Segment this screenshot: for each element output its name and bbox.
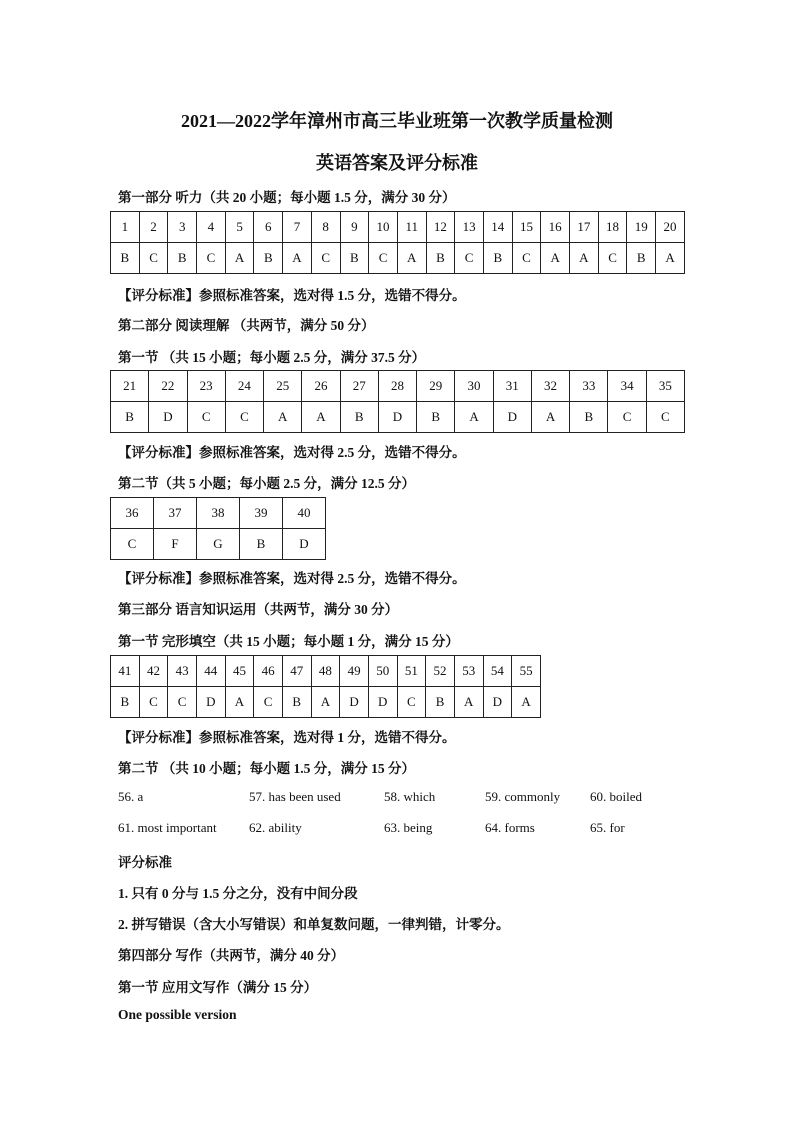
answer-cell: B — [426, 687, 455, 718]
answer-cell: D — [340, 687, 369, 718]
answer-cell: D — [378, 402, 416, 433]
question-number-cell: 54 — [483, 656, 512, 687]
answer-cell: A — [512, 687, 541, 718]
table-row-answers — [111, 687, 541, 718]
question-number-cell: 1 — [111, 212, 140, 243]
question-number-cell: 12 — [426, 212, 455, 243]
question-number-cell: 15 — [512, 212, 541, 243]
part2-sec2-heading: 第二节（共 5 小题；每小题 2.5 分，满分 12.5 分） — [118, 476, 415, 491]
scoring-standard-heading: 评分标准 — [118, 855, 172, 870]
answer-cell: C — [598, 243, 627, 274]
question-number-cell: 41 — [111, 656, 140, 687]
answer-cell: C — [139, 687, 168, 718]
question-number-cell: 8 — [311, 212, 340, 243]
answer-cell: B — [254, 243, 283, 274]
question-number-cell: 40 — [283, 498, 326, 529]
answer-table-41-55 — [110, 655, 541, 718]
question-number-cell: 28 — [378, 371, 416, 402]
question-number-cell: 29 — [417, 371, 455, 402]
question-number-cell: 55 — [512, 656, 541, 687]
part2-sec1-heading: 第一节 （共 15 小题；每小题 2.5 分，满分 37.5 分） — [118, 350, 426, 365]
answer-cell: C — [225, 402, 263, 433]
question-number-cell: 51 — [397, 656, 426, 687]
fill-answer-65: 65. for — [590, 820, 625, 835]
question-number-cell: 25 — [264, 371, 302, 402]
answer-cell: B — [417, 402, 455, 433]
question-number-cell: 22 — [149, 371, 187, 402]
part4-sec1-heading: 第一节 应用文写作（满分 15 分） — [118, 980, 318, 995]
question-number-cell: 27 — [340, 371, 378, 402]
answer-cell: B — [168, 243, 197, 274]
question-number-cell: 4 — [197, 212, 226, 243]
part3-sec1-standard: 【评分标准】参照标准答案，选对得 1 分，选错不得分。 — [118, 730, 456, 745]
question-number-cell: 10 — [369, 212, 398, 243]
answer-cell: C — [187, 402, 225, 433]
question-number-cell: 35 — [646, 371, 684, 402]
answer-cell: B — [111, 402, 149, 433]
fill-answer-62: 62. ability — [249, 820, 302, 835]
part4-heading: 第四部分 写作（共两节，满分 40 分） — [118, 948, 345, 963]
question-number-cell: 46 — [254, 656, 283, 687]
fill-answer-57: 57. has been used — [249, 789, 341, 804]
document-subtitle: 英语答案及评分标准 — [316, 153, 478, 173]
question-number-cell: 16 — [541, 212, 570, 243]
question-number-cell: 36 — [111, 498, 154, 529]
answer-cell: C — [168, 687, 197, 718]
question-number-cell: 34 — [608, 371, 646, 402]
part1-heading: 第一部分 听力（共 20 小题；每小题 1.5 分，满分 30 分） — [118, 190, 456, 205]
part3-sec2-heading: 第二节 （共 10 小题；每小题 1.5 分，满分 15 分） — [118, 761, 415, 776]
answer-cell: B — [111, 687, 140, 718]
question-number-cell: 38 — [197, 498, 240, 529]
question-number-cell: 37 — [154, 498, 197, 529]
answer-cell: A — [454, 687, 483, 718]
question-number-cell: 26 — [302, 371, 340, 402]
answer-cell: A — [656, 243, 685, 274]
answer-cell: B — [483, 243, 512, 274]
answer-cell: C — [455, 243, 484, 274]
part2-sec1-standard: 【评分标准】参照标准答案，选对得 2.5 分，选错不得分。 — [118, 445, 466, 460]
answer-cell: D — [196, 687, 225, 718]
question-number-cell: 3 — [168, 212, 197, 243]
question-number-cell: 32 — [531, 371, 569, 402]
answer-cell: B — [240, 529, 283, 560]
answer-cell: D — [368, 687, 397, 718]
question-number-cell: 52 — [426, 656, 455, 687]
table-row-answers — [111, 402, 685, 433]
question-number-cell: 18 — [598, 212, 627, 243]
question-number-cell: 6 — [254, 212, 283, 243]
table-row-numbers — [111, 498, 326, 529]
answer-cell: G — [197, 529, 240, 560]
fill-answer-60: 60. boiled — [590, 789, 642, 804]
question-number-cell: 19 — [627, 212, 656, 243]
answer-cell: C — [311, 243, 340, 274]
table-row-numbers — [111, 212, 685, 243]
answer-cell: C — [608, 402, 646, 433]
question-number-cell: 5 — [225, 212, 254, 243]
answer-cell: A — [531, 402, 569, 433]
question-number-cell: 23 — [187, 371, 225, 402]
table-row-numbers — [111, 371, 685, 402]
fill-answer-64: 64. forms — [485, 820, 535, 835]
question-number-cell: 20 — [656, 212, 685, 243]
answer-cell: C — [369, 243, 398, 274]
answer-cell: D — [149, 402, 187, 433]
part3-heading: 第三部分 语言知识运用（共两节，满分 30 分） — [118, 602, 399, 617]
table-row-answers — [111, 529, 326, 560]
question-number-cell: 44 — [196, 656, 225, 687]
question-number-cell: 48 — [311, 656, 340, 687]
question-number-cell: 17 — [570, 212, 599, 243]
fill-answer-56: 56. a — [118, 789, 144, 804]
answer-cell: F — [154, 529, 197, 560]
question-number-cell: 45 — [225, 656, 254, 687]
question-number-cell: 43 — [168, 656, 197, 687]
answer-cell: D — [283, 529, 326, 560]
table-row-answers — [111, 243, 685, 274]
answer-cell: C — [139, 243, 168, 274]
question-number-cell: 50 — [368, 656, 397, 687]
part2-sec2-standard: 【评分标准】参照标准答案，选对得 2.5 分，选错不得分。 — [118, 571, 466, 586]
part1-standard: 【评分标准】参照标准答案，选对得 1.5 分，选错不得分。 — [118, 288, 466, 303]
part3-sec1-heading: 第一节 完形填空（共 15 小题；每小题 1 分，满分 15 分） — [118, 634, 459, 649]
answer-table-21-35 — [110, 370, 685, 433]
answer-cell: C — [646, 402, 684, 433]
answer-cell: A — [225, 243, 254, 274]
answer-cell: A — [541, 243, 570, 274]
fill-answer-59: 59. commonly — [485, 789, 561, 804]
table-row-numbers — [111, 656, 541, 687]
question-number-cell: 2 — [139, 212, 168, 243]
scoring-rule-1: 1. 只有 0 分与 1.5 分之分，没有中间分段 — [118, 886, 358, 901]
fill-answer-58: 58. which — [384, 789, 436, 804]
question-number-cell: 53 — [454, 656, 483, 687]
fill-answer-61: 61. most important — [118, 820, 217, 835]
answer-cell: B — [111, 243, 140, 274]
answer-cell: A — [397, 243, 426, 274]
question-number-cell: 42 — [139, 656, 168, 687]
answer-table-36-40 — [110, 497, 326, 560]
answer-cell: B — [282, 687, 311, 718]
question-number-cell: 49 — [340, 656, 369, 687]
answer-cell: D — [493, 402, 531, 433]
answer-cell: A — [570, 243, 599, 274]
answer-cell: C — [254, 687, 283, 718]
question-number-cell: 47 — [282, 656, 311, 687]
answer-table-1-20 — [110, 211, 685, 274]
answer-cell: A — [455, 402, 493, 433]
question-number-cell: 9 — [340, 212, 369, 243]
answer-cell: A — [311, 687, 340, 718]
question-number-cell: 30 — [455, 371, 493, 402]
answer-cell: B — [426, 243, 455, 274]
document-title: 2021—2022学年漳州市高三毕业班第一次教学质量检测 — [181, 111, 613, 131]
answer-cell: A — [302, 402, 340, 433]
answer-cell: C — [111, 529, 154, 560]
answer-cell: B — [340, 243, 369, 274]
answer-cell: A — [264, 402, 302, 433]
part2-heading: 第二部分 阅读理解 （共两节，满分 50 分） — [118, 318, 375, 333]
question-number-cell: 31 — [493, 371, 531, 402]
question-number-cell: 11 — [397, 212, 426, 243]
answer-cell: D — [483, 687, 512, 718]
question-number-cell: 39 — [240, 498, 283, 529]
question-number-cell: 33 — [570, 371, 608, 402]
answer-cell: C — [197, 243, 226, 274]
answer-cell: A — [225, 687, 254, 718]
answer-cell: A — [283, 243, 312, 274]
question-number-cell: 7 — [283, 212, 312, 243]
answer-cell: C — [512, 243, 541, 274]
question-number-cell: 21 — [111, 371, 149, 402]
scoring-rule-2: 2. 拼写错误（含大小写错误）和单复数问题，一律判错，计零分。 — [118, 917, 510, 932]
answer-cell: B — [570, 402, 608, 433]
answer-cell: B — [340, 402, 378, 433]
answer-cell: B — [627, 243, 656, 274]
question-number-cell: 24 — [225, 371, 263, 402]
answer-cell: C — [397, 687, 426, 718]
fill-answer-63: 63. being — [384, 820, 433, 835]
question-number-cell: 14 — [483, 212, 512, 243]
question-number-cell: 13 — [455, 212, 484, 243]
one-possible-version: One possible version — [118, 1007, 237, 1022]
